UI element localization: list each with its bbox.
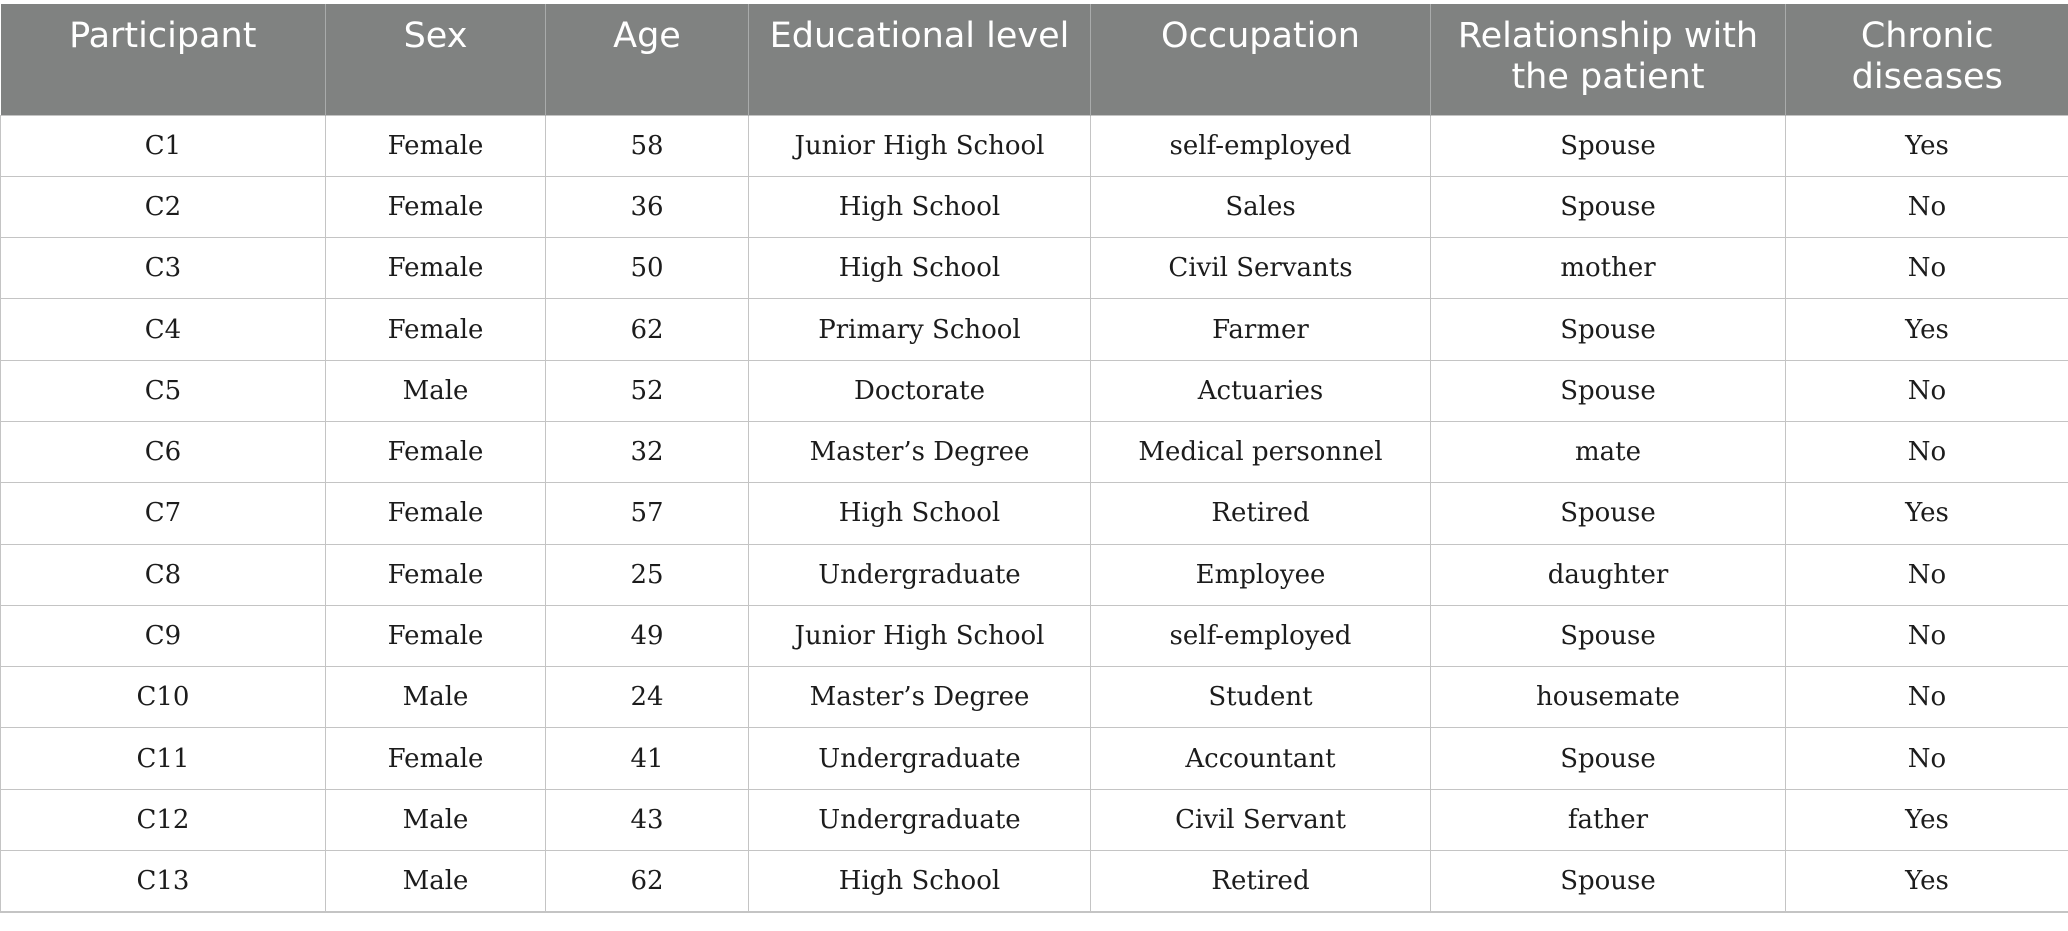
- header-row: [1, 4, 2068, 115]
- cell-participant: C8: [1, 544, 326, 605]
- header-chronic-diseases: Chronic diseases: [1786, 4, 2068, 115]
- table-row: [1, 851, 2068, 912]
- cell-chronic: Yes: [1786, 483, 2068, 544]
- cell-relationship: mate: [1431, 421, 1786, 482]
- cell-sex: Female: [326, 176, 546, 237]
- participants-table: [0, 4, 2068, 913]
- cell-chronic: Yes: [1786, 299, 2068, 360]
- cell-relationship: daughter: [1431, 544, 1786, 605]
- cell-sex: Male: [326, 360, 546, 421]
- table-row: [1, 728, 2068, 789]
- table-row: [1, 176, 2068, 237]
- cell-participant: C13: [1, 851, 326, 912]
- cell-education: Master’s Degree: [749, 667, 1091, 728]
- header-age: Age: [546, 4, 749, 115]
- table-row: [1, 238, 2068, 299]
- cell-education: High School: [749, 238, 1091, 299]
- cell-sex: Male: [326, 851, 546, 912]
- cell-age: 36: [546, 176, 749, 237]
- cell-education: Undergraduate: [749, 728, 1091, 789]
- table-body: [1, 115, 2068, 912]
- cell-chronic: No: [1786, 176, 2068, 237]
- cell-sex: Female: [326, 299, 546, 360]
- cell-age: 62: [546, 299, 749, 360]
- cell-occupation: Sales: [1091, 176, 1431, 237]
- cell-relationship: mother: [1431, 238, 1786, 299]
- cell-education: Undergraduate: [749, 544, 1091, 605]
- cell-chronic: Yes: [1786, 789, 2068, 850]
- header-participant: Participant: [1, 4, 326, 115]
- cell-chronic: No: [1786, 544, 2068, 605]
- cell-participant: C5: [1, 360, 326, 421]
- cell-participant: C4: [1, 299, 326, 360]
- cell-relationship: Spouse: [1431, 176, 1786, 237]
- cell-sex: Female: [326, 483, 546, 544]
- cell-occupation: Accountant: [1091, 728, 1431, 789]
- table-header: [1, 4, 2068, 115]
- cell-participant: C6: [1, 421, 326, 482]
- cell-occupation: self-employed: [1091, 605, 1431, 666]
- cell-age: 41: [546, 728, 749, 789]
- table-row: [1, 667, 2068, 728]
- cell-occupation: Medical personnel: [1091, 421, 1431, 482]
- cell-occupation: Student: [1091, 667, 1431, 728]
- cell-age: 49: [546, 605, 749, 666]
- cell-participant: C7: [1, 483, 326, 544]
- cell-sex: Female: [326, 115, 546, 176]
- participants-table-container: [0, 4, 2068, 913]
- cell-age: 25: [546, 544, 749, 605]
- cell-relationship: Spouse: [1431, 115, 1786, 176]
- cell-sex: Male: [326, 789, 546, 850]
- cell-occupation: Employee: [1091, 544, 1431, 605]
- cell-sex: Female: [326, 238, 546, 299]
- cell-age: 52: [546, 360, 749, 421]
- cell-relationship: Spouse: [1431, 299, 1786, 360]
- cell-participant: C12: [1, 789, 326, 850]
- cell-sex: Female: [326, 544, 546, 605]
- cell-participant: C10: [1, 667, 326, 728]
- cell-participant: C9: [1, 605, 326, 666]
- cell-age: 24: [546, 667, 749, 728]
- cell-education: High School: [749, 176, 1091, 237]
- cell-sex: Female: [326, 605, 546, 666]
- cell-sex: Female: [326, 728, 546, 789]
- cell-participant: C11: [1, 728, 326, 789]
- cell-education: Undergraduate: [749, 789, 1091, 850]
- table-row: [1, 421, 2068, 482]
- cell-sex: Male: [326, 667, 546, 728]
- cell-occupation: Actuaries: [1091, 360, 1431, 421]
- cell-occupation: Retired: [1091, 851, 1431, 912]
- cell-age: 43: [546, 789, 749, 850]
- cell-chronic: No: [1786, 421, 2068, 482]
- header-sex: Sex: [326, 4, 546, 115]
- cell-occupation: self-employed: [1091, 115, 1431, 176]
- table-row: [1, 360, 2068, 421]
- cell-age: 50: [546, 238, 749, 299]
- cell-education: Junior High School: [749, 115, 1091, 176]
- cell-participant: C1: [1, 115, 326, 176]
- cell-relationship: father: [1431, 789, 1786, 850]
- table-row: [1, 115, 2068, 176]
- cell-relationship: Spouse: [1431, 851, 1786, 912]
- cell-education: Doctorate: [749, 360, 1091, 421]
- cell-participant: C3: [1, 238, 326, 299]
- cell-education: Primary School: [749, 299, 1091, 360]
- cell-occupation: Farmer: [1091, 299, 1431, 360]
- table-row: [1, 544, 2068, 605]
- cell-sex: Female: [326, 421, 546, 482]
- cell-education: Junior High School: [749, 605, 1091, 666]
- cell-chronic: No: [1786, 667, 2068, 728]
- cell-chronic: No: [1786, 238, 2068, 299]
- cell-education: High School: [749, 851, 1091, 912]
- cell-relationship: Spouse: [1431, 605, 1786, 666]
- cell-chronic: Yes: [1786, 115, 2068, 176]
- header-educational-level: Educational level: [749, 4, 1091, 115]
- cell-chronic: Yes: [1786, 851, 2068, 912]
- cell-chronic: No: [1786, 360, 2068, 421]
- cell-occupation: Civil Servant: [1091, 789, 1431, 850]
- cell-occupation: Retired: [1091, 483, 1431, 544]
- header-relationship: Relationship with the patient: [1431, 4, 1786, 115]
- header-occupation: Occupation: [1091, 4, 1431, 115]
- cell-age: 58: [546, 115, 749, 176]
- cell-chronic: No: [1786, 728, 2068, 789]
- cell-participant: C2: [1, 176, 326, 237]
- cell-relationship: housemate: [1431, 667, 1786, 728]
- table-row: [1, 483, 2068, 544]
- table-row: [1, 299, 2068, 360]
- cell-age: 62: [546, 851, 749, 912]
- cell-relationship: Spouse: [1431, 483, 1786, 544]
- cell-age: 32: [546, 421, 749, 482]
- cell-occupation: Civil Servants: [1091, 238, 1431, 299]
- cell-education: Master’s Degree: [749, 421, 1091, 482]
- table-row: [1, 605, 2068, 666]
- cell-education: High School: [749, 483, 1091, 544]
- cell-chronic: No: [1786, 605, 2068, 666]
- cell-age: 57: [546, 483, 749, 544]
- table-row: [1, 789, 2068, 850]
- cell-relationship: Spouse: [1431, 728, 1786, 789]
- cell-relationship: Spouse: [1431, 360, 1786, 421]
